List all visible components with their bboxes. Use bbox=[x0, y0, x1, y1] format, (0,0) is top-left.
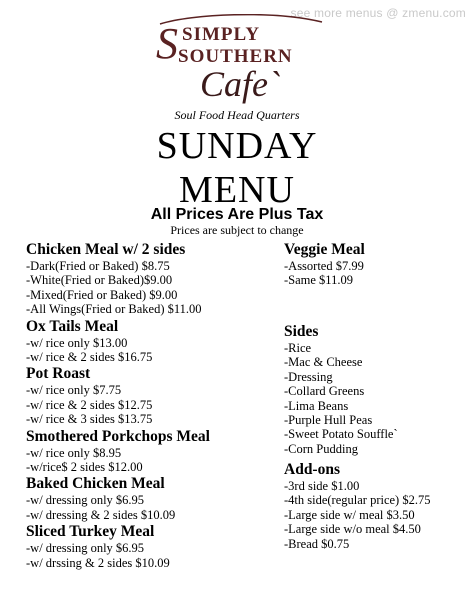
cafe-logo bbox=[152, 14, 332, 106]
menu-item: -w/ rice & 2 sides $12.75 bbox=[26, 397, 153, 412]
menu-item: -w/ drssing & 2 sides $10.09 bbox=[26, 555, 170, 570]
menu-section-veggie bbox=[284, 240, 464, 288]
menu-section-porkchops bbox=[26, 427, 276, 475]
menu-item: -Dressing bbox=[284, 369, 333, 384]
menu-item: -w/ dressing only $6.95 bbox=[26, 493, 145, 508]
section-title: Sliced Turkey Meal bbox=[26, 523, 155, 541]
menu-item: -Rice bbox=[284, 341, 312, 355]
menu-item: -Mixed(Fried or Baked) $9.00 bbox=[26, 287, 178, 302]
menu-item: -w/ dressing & 2 sides $10.09 bbox=[26, 507, 176, 522]
menu-item: -White(Fried or Baked)$9.00 bbox=[26, 273, 173, 288]
menu-item: -Mac & Cheese bbox=[284, 355, 363, 370]
menu-section-pot-roast bbox=[26, 364, 276, 426]
menu-item: -4th side(regular price) $2.75 bbox=[284, 493, 431, 508]
menu-item: -Collard Greens bbox=[284, 384, 365, 399]
cafe-logo-graphic bbox=[152, 14, 332, 106]
logo-line-3: Cafe` bbox=[200, 64, 280, 104]
menu-item: -Corn Pudding bbox=[284, 441, 358, 456]
menu-item: -Lima Beans bbox=[284, 398, 349, 413]
menu-item: -Same $11.09 bbox=[284, 273, 353, 288]
menu-section-baked-chicken bbox=[26, 474, 276, 522]
left-menu-column bbox=[26, 240, 276, 570]
menu-item: -w/ dressing only $6.95 bbox=[26, 541, 145, 556]
menu-item: -w/ rice & 2 sides $16.75 bbox=[26, 350, 153, 365]
menu-item: -Sweet Potato Souffle` bbox=[284, 427, 398, 442]
section-title: Pot Roast bbox=[26, 365, 91, 383]
menu-item: -Assorted $7.99 bbox=[284, 259, 364, 273]
menu-section-sides bbox=[284, 322, 464, 456]
menu-section-chicken bbox=[26, 240, 276, 317]
menu-item: -w/ rice & 3 sides $13.75 bbox=[26, 412, 153, 427]
menu-item: -w/ rice only $7.75 bbox=[26, 383, 122, 398]
logo-line-1: SIMPLY bbox=[182, 24, 261, 45]
section-title: Ox Tails Meal bbox=[26, 317, 119, 335]
menu-item: -w/ rice only $13.00 bbox=[26, 335, 128, 350]
menu-item: -Large side w/ meal $3.50 bbox=[284, 507, 415, 522]
page-title-menu: MENU bbox=[179, 169, 295, 211]
menu-item: -w/rice$ 2 sides $12.00 bbox=[26, 460, 143, 475]
menu-section-oxtails bbox=[26, 317, 276, 365]
plus-tax-notice: All Prices Are Plus Tax bbox=[150, 206, 324, 223]
menu-item: -All Wings(Fried or Baked) $11.00 bbox=[26, 302, 202, 317]
section-title: Add-ons bbox=[284, 461, 340, 478]
section-title: Chicken Meal w/ 2 sides bbox=[26, 241, 186, 258]
menu-item: -w/ rice only $8.95 bbox=[26, 445, 122, 460]
menu-item: -Dark(Fried or Baked) $8.75 bbox=[26, 259, 170, 273]
section-title: Veggie Meal bbox=[284, 241, 365, 258]
logo-line-2: SOUTHERN bbox=[178, 46, 293, 67]
svg-text:S: S bbox=[156, 19, 178, 68]
section-title: Smothered Porkchops Meal bbox=[26, 427, 210, 445]
menu-item: -3rd side $1.00 bbox=[284, 479, 360, 493]
section-title: Baked Chicken Meal bbox=[26, 475, 165, 493]
menu-item: -Large side w/o meal $4.50 bbox=[284, 522, 421, 537]
section-title: Sides bbox=[284, 323, 319, 340]
menu-section-sliced-turkey bbox=[26, 522, 276, 570]
watermark-text: see more menus @ zmenu.com bbox=[290, 6, 466, 20]
tagline: Soul Food Head Quarters bbox=[174, 108, 300, 122]
page-title-sunday: SUNDAY bbox=[156, 125, 318, 167]
menu-section-addons bbox=[284, 460, 464, 551]
menu-item: -Purple Hull Peas bbox=[284, 413, 373, 428]
menu-item: -Bread $0.75 bbox=[284, 536, 350, 551]
price-change-notice: Prices are subject to change bbox=[170, 223, 304, 237]
